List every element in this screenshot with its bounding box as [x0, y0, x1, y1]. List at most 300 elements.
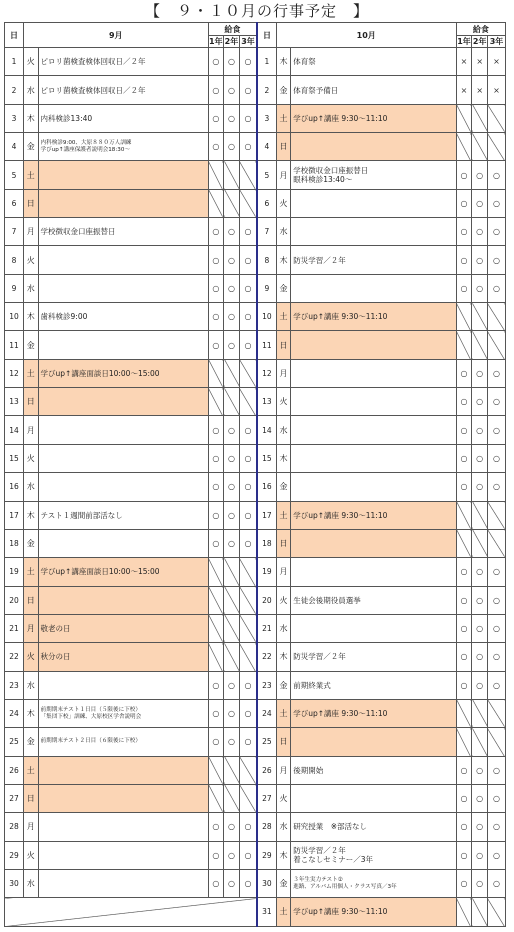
oct-day-number: 3: [257, 104, 276, 132]
oct-meal-mark: ○: [472, 444, 488, 472]
sep-event: [38, 133, 208, 161]
oct-event-line: 学校徴収金口座振替日: [293, 166, 369, 176]
oct-meal-none: [487, 104, 505, 132]
sep-weekday: 日: [24, 586, 39, 614]
sep-event-line: 前期期末テスト１日目（５限後に下校）: [40, 706, 141, 713]
oct-event-line: 進路、アルバム用個人・クラス写真／3年: [293, 883, 397, 890]
oct-meal-mark: ○: [487, 161, 505, 189]
sep-lunch-header: 給食: [208, 23, 257, 36]
sep-meal-mark: ○: [239, 48, 257, 76]
calendar-row: [5, 303, 506, 331]
oct-event-line: 学びup↑講座 9:30～11:10: [293, 510, 388, 520]
oct-meal-mark: ○: [487, 274, 505, 302]
oct-event: [291, 104, 456, 132]
sep-event: [38, 643, 208, 671]
sep-meal-mark: ○: [224, 218, 240, 246]
oct-meal-mark: ○: [472, 756, 488, 784]
oct-meal-mark: ○: [456, 274, 472, 302]
sep-meal-mark: ○: [208, 331, 224, 359]
sep-weekday: 水: [24, 274, 39, 302]
calendar-row: [5, 133, 506, 161]
oct-meal-mark: ○: [472, 813, 488, 841]
oct-weekday: 日: [276, 728, 291, 756]
oct-meal-mark: ○: [456, 359, 472, 387]
oct-weekday: 木: [276, 643, 291, 671]
oct-event-line: 前期終業式: [293, 680, 331, 690]
sep-weekday: 金: [24, 529, 39, 557]
sep-weekday: 土: [24, 558, 39, 586]
sep-day-number: 30: [5, 869, 24, 897]
sep-meal-mark: ○: [208, 501, 224, 529]
sep-meal-none: [224, 614, 240, 642]
sep-weekday: 月: [24, 218, 39, 246]
oct-day-number: 18: [257, 529, 276, 557]
oct-weekday: 金: [276, 671, 291, 699]
calendar-row: [5, 104, 506, 132]
oct-weekday: 木: [276, 246, 291, 274]
oct-meal-mark: ×: [456, 48, 472, 76]
calendar-row: [5, 643, 506, 671]
calendar-row: [5, 614, 506, 642]
sep-weekday: 火: [24, 444, 39, 472]
sep-meal-none: [224, 359, 240, 387]
oct-meal-none: [456, 303, 472, 331]
oct-meal-mark: ○: [487, 869, 505, 897]
oct-meal-mark: ○: [487, 586, 505, 614]
oct-meal-mark: ○: [456, 643, 472, 671]
oct-weekday: 土: [276, 303, 291, 331]
oct-day-number: 27: [257, 784, 276, 812]
sep-weekday: 日: [24, 189, 39, 217]
sep-day-number: 15: [5, 444, 24, 472]
oct-event: [291, 614, 456, 642]
sep-event: [38, 388, 208, 416]
sep-meal-mark: ○: [224, 444, 240, 472]
oct-meal-mark: ○: [472, 246, 488, 274]
sep-event: [38, 274, 208, 302]
oct-event-line: 生徒会後期役員選挙: [293, 595, 361, 605]
sep-meal-none: [239, 161, 257, 189]
oct-event: [291, 699, 456, 727]
sep-event-line: 内科検診9:00、大原８８０万人訓練: [40, 139, 132, 146]
calendar-row: [5, 189, 506, 217]
sep-meal-mark: ○: [224, 48, 240, 76]
oct-event-line: ３年生実力テスト②: [293, 876, 343, 883]
calendar-row: [5, 76, 506, 104]
sep-meal-mark: ○: [239, 813, 257, 841]
sep-event: [38, 614, 208, 642]
sep-day-number: 16: [5, 473, 24, 501]
sep-event: [38, 699, 208, 727]
oct-meal-mark: ○: [456, 473, 472, 501]
oct-meal-mark: ○: [487, 558, 505, 586]
calendar-row: [5, 416, 506, 444]
oct-meal-mark: ○: [487, 189, 505, 217]
oct-meal-none: [456, 133, 472, 161]
oct-event: [291, 416, 456, 444]
calendar-row: [5, 699, 506, 727]
sep-meal-mark: ○: [224, 416, 240, 444]
sep-event: [38, 756, 208, 784]
oct-meal-mark: ○: [472, 869, 488, 897]
oct-event: [291, 444, 456, 472]
oct-meal-mark: ○: [456, 218, 472, 246]
oct-meal-none: [487, 133, 505, 161]
oct-meal-mark: ○: [472, 643, 488, 671]
sep-event-line: ピロリ菌検査検体回収日／２年: [40, 85, 146, 95]
sep-meal-mark: ○: [239, 529, 257, 557]
sep-meal-none: [224, 643, 240, 671]
oct-event: [291, 728, 456, 756]
oct-grade-2: 2年: [472, 37, 487, 46]
oct-day-number: 10: [257, 303, 276, 331]
sep-weekday: 土: [24, 359, 39, 387]
oct-day-number: 19: [257, 558, 276, 586]
oct-meal-mark: ○: [456, 756, 472, 784]
oct-event: [291, 643, 456, 671]
sep-event-line: 学びup↑講座面談日10:00～15:00: [40, 368, 160, 378]
sep-meal-mark: ○: [208, 274, 224, 302]
oct-event: [291, 246, 456, 274]
oct-meal-mark: ○: [456, 869, 472, 897]
sep-meal-none: [239, 388, 257, 416]
sep-day-number: 9: [5, 274, 24, 302]
oct-weekday: 土: [276, 501, 291, 529]
oct-event: [291, 359, 456, 387]
oct-meal-mark: ○: [456, 416, 472, 444]
calendar-row: [5, 756, 506, 784]
oct-day-number: 12: [257, 359, 276, 387]
sep-meal-mark: ○: [239, 104, 257, 132]
oct-event-line: 学びup↑講座 9:30～11:10: [293, 907, 388, 917]
oct-event-line: 防災学習／２年: [293, 846, 346, 856]
sep-day-number: 17: [5, 501, 24, 529]
oct-meal-none: [487, 303, 505, 331]
sep-event: [38, 841, 208, 869]
sep-meal-none: [208, 643, 224, 671]
oct-meal-none: [472, 331, 488, 359]
oct-event-line: 学びup↑講座 9:30～11:10: [293, 113, 388, 123]
oct-day-number: 20: [257, 586, 276, 614]
sep-meal-none: [208, 784, 224, 812]
sep-weekday: 金: [24, 331, 39, 359]
sep-meal-mark: ○: [239, 869, 257, 897]
oct-event-line: 後期開始: [293, 765, 324, 775]
sep-meal-mark: ○: [239, 444, 257, 472]
sep-meal-mark: ○: [208, 473, 224, 501]
oct-day-number: 29: [257, 841, 276, 869]
oct-day-number: 22: [257, 643, 276, 671]
sep-day-number: 21: [5, 614, 24, 642]
oct-meal-none: [472, 699, 488, 727]
sep-meal-mark: ○: [224, 104, 240, 132]
sep-meal-none: [208, 161, 224, 189]
oct-weekday: 火: [276, 784, 291, 812]
oct-meal-none: [456, 699, 472, 727]
calendar-row: [5, 388, 506, 416]
oct-event-line: 眼科検診13:40～: [293, 175, 353, 185]
sep-meal-none: [239, 586, 257, 614]
sep-event: [38, 671, 208, 699]
sep-day-number: 29: [5, 841, 24, 869]
oct-meal-mark: ○: [456, 586, 472, 614]
calendar-row: [5, 246, 506, 274]
oct-day-number: 21: [257, 614, 276, 642]
oct-meal-mark: ○: [487, 643, 505, 671]
calendar-row: [5, 444, 506, 472]
oct-weekday: 月: [276, 359, 291, 387]
oct-weekday: 火: [276, 388, 291, 416]
sep-meal-none: [239, 614, 257, 642]
sep-weekday: 月: [24, 416, 39, 444]
sep-meal-mark: ○: [208, 869, 224, 897]
sep-meal-mark: ○: [224, 331, 240, 359]
sep-day-number: 3: [5, 104, 24, 132]
sep-weekday: 月: [24, 614, 39, 642]
sep-event: [38, 813, 208, 841]
sep-meal-none: [224, 388, 240, 416]
oct-meal-mark: ○: [472, 473, 488, 501]
oct-meal-mark: ○: [472, 841, 488, 869]
oct-event-line: 学びup↑講座 9:30～11:10: [293, 709, 388, 719]
oct-meal-none: [472, 501, 488, 529]
sep-meal-none: [239, 558, 257, 586]
sep-meal-mark: ○: [239, 841, 257, 869]
oct-meal-none: [456, 501, 472, 529]
oct-meal-none: [487, 501, 505, 529]
sep-weekday: 木: [24, 303, 39, 331]
calendar-row: [5, 898, 506, 926]
oct-meal-mark: ○: [472, 388, 488, 416]
sep-event-line: ピロリ菌検査検体回収日／２年: [40, 57, 146, 67]
oct-event: [291, 671, 456, 699]
sep-meal-mark: ○: [208, 813, 224, 841]
sep-event: [38, 246, 208, 274]
sep-meal-mark: ○: [224, 699, 240, 727]
sep-event: [38, 331, 208, 359]
sep-weekday: 日: [24, 784, 39, 812]
oct-meal-mark: ×: [472, 76, 488, 104]
sep-weekday: 木: [24, 501, 39, 529]
calendar-row: [5, 841, 506, 869]
oct-day-number: 9: [257, 274, 276, 302]
oct-meal-none: [472, 898, 488, 926]
sep-weekday: 火: [24, 841, 39, 869]
oct-day-number: 31: [257, 898, 276, 926]
oct-weekday: 水: [276, 218, 291, 246]
sep-meal-none: [239, 643, 257, 671]
oct-meal-mark: ○: [487, 813, 505, 841]
sep-meal-mark: ○: [224, 841, 240, 869]
sep-meal-mark: ○: [239, 218, 257, 246]
oct-event: [291, 529, 456, 557]
oct-day-number: 15: [257, 444, 276, 472]
oct-event: [291, 813, 456, 841]
calendar-row: [5, 161, 506, 189]
sep-event: [38, 218, 208, 246]
sep-day-number: 8: [5, 246, 24, 274]
sep-event: [38, 359, 208, 387]
sep-day-number: 10: [5, 303, 24, 331]
sep-day-number: 18: [5, 529, 24, 557]
calendar-row: [5, 671, 506, 699]
oct-meal-mark: ○: [472, 671, 488, 699]
sep-grade-3: 3年: [239, 36, 257, 48]
sep-meal-none: [239, 784, 257, 812]
oct-meal-mark: ○: [472, 161, 488, 189]
oct-weekday: 月: [276, 756, 291, 784]
sep-meal-mark: ○: [239, 416, 257, 444]
oct-meal-mark: ○: [456, 813, 472, 841]
oct-meal-mark: ○: [456, 444, 472, 472]
sep-day-number: 24: [5, 699, 24, 727]
oct-meal-mark: ○: [472, 784, 488, 812]
oct-event: [291, 501, 456, 529]
oct-event: [291, 189, 456, 217]
sep-event-line: 内科検診13:40: [40, 113, 93, 123]
sep-meal-mark: ○: [239, 473, 257, 501]
sep-meal-mark: ○: [224, 869, 240, 897]
oct-day-number: 28: [257, 813, 276, 841]
sep-meal-mark: ○: [239, 133, 257, 161]
oct-meal-mark: ○: [456, 388, 472, 416]
sep-event: [38, 529, 208, 557]
oct-weekday: 木: [276, 841, 291, 869]
sep-meal-mark: ○: [224, 76, 240, 104]
sep-meal-mark: ○: [224, 813, 240, 841]
sep-meal-mark: ○: [208, 76, 224, 104]
oct-event-line: 研究授業 ※部活なし: [293, 822, 368, 832]
sep-day-number: 2: [5, 76, 24, 104]
oct-grade-1: 1年: [457, 37, 471, 46]
sep-event-line: 学びup↑講座保護者説明会18:30～: [40, 146, 130, 153]
oct-day-header: 日: [257, 23, 276, 48]
sep-event-line: 「集団下校」訓練、大原校区学舎説明会: [40, 713, 142, 720]
oct-day-number: 2: [257, 76, 276, 104]
oct-event: [291, 869, 456, 897]
sep-meal-none: [224, 756, 240, 784]
sep-meal-mark: ○: [239, 76, 257, 104]
oct-meal-mark: ×: [456, 76, 472, 104]
oct-meal-none: [456, 898, 472, 926]
sep-day-number: 7: [5, 218, 24, 246]
sep-meal-mark: ○: [208, 48, 224, 76]
oct-event: [291, 586, 456, 614]
oct-meal-mark: ○: [472, 416, 488, 444]
calendar-row: [5, 274, 506, 302]
oct-event: [291, 303, 456, 331]
oct-event-line: 学びup↑講座 9:30～11:10: [293, 312, 388, 322]
sep-meal-none: [208, 586, 224, 614]
oct-weekday: 木: [276, 444, 291, 472]
oct-meal-mark: ○: [456, 161, 472, 189]
oct-day-number: 23: [257, 671, 276, 699]
event-calendar-table: [4, 22, 506, 927]
oct-weekday: 水: [276, 416, 291, 444]
oct-day-number: 25: [257, 728, 276, 756]
sep-weekday: 月: [24, 813, 39, 841]
oct-event: [291, 331, 456, 359]
sep-day-number: 4: [5, 133, 24, 161]
oct-day-number: 26: [257, 756, 276, 784]
sep-meal-mark: ○: [239, 246, 257, 274]
sep-weekday: 木: [24, 104, 39, 132]
oct-meal-none: [487, 529, 505, 557]
oct-weekday: 木: [276, 48, 291, 76]
oct-meal-mark: ○: [456, 614, 472, 642]
sep-event-line: 敬老の日: [40, 624, 71, 634]
oct-meal-mark: ○: [487, 246, 505, 274]
sep-meal-mark: ○: [208, 671, 224, 699]
oct-meal-none: [472, 104, 488, 132]
sep-meal-mark: ○: [224, 671, 240, 699]
sep-event-line: 学校徴収金口座振替日: [40, 227, 116, 237]
oct-meal-mark: ○: [456, 189, 472, 217]
sep-meal-none: [224, 784, 240, 812]
oct-meal-mark: ○: [456, 841, 472, 869]
oct-day-number: 30: [257, 869, 276, 897]
sep-weekday: 火: [24, 643, 39, 671]
oct-meal-mark: ○: [487, 841, 505, 869]
oct-day-number: 24: [257, 699, 276, 727]
oct-lunch-header: 給食: [456, 23, 505, 36]
sep-meal-none: [208, 614, 224, 642]
sep-meal-mark: ○: [208, 133, 224, 161]
oct-weekday: 水: [276, 614, 291, 642]
oct-weekday: 月: [276, 558, 291, 586]
sep-grade-2: 2年: [224, 37, 239, 46]
oct-weekday: 日: [276, 133, 291, 161]
sep-event-line: 学びup↑講座面談日10:00～15:00: [40, 567, 160, 577]
sep-meal-mark: ○: [208, 218, 224, 246]
oct-day-number: 17: [257, 501, 276, 529]
sep-meal-none: [208, 756, 224, 784]
oct-meal-mark: ○: [487, 671, 505, 699]
oct-meal-none: [456, 529, 472, 557]
oct-meal-none: [472, 303, 488, 331]
oct-day-number: 6: [257, 189, 276, 217]
sep-meal-mark: ○: [224, 529, 240, 557]
sep-day-number: 27: [5, 784, 24, 812]
page-title: 【 ９・１０月の行事予定 】: [144, 2, 369, 20]
oct-day-number: 5: [257, 161, 276, 189]
sep-meal-mark: ○: [239, 671, 257, 699]
oct-meal-none: [487, 728, 505, 756]
sep-day-number: 28: [5, 813, 24, 841]
oct-event: [291, 841, 456, 869]
sep-meal-mark: ○: [224, 246, 240, 274]
oct-meal-mark: ○: [487, 359, 505, 387]
oct-meal-mark: ×: [472, 48, 488, 76]
sep-weekday: 木: [24, 699, 39, 727]
oct-meal-mark: ○: [487, 756, 505, 784]
sep-meal-none: [208, 359, 224, 387]
oct-event: [291, 756, 456, 784]
sep-weekday: 火: [24, 48, 39, 76]
oct-weekday: 土: [276, 898, 291, 926]
sep-event-line: 秋分の日: [40, 652, 71, 662]
calendar-row: [5, 218, 506, 246]
oct-meal-mark: ○: [487, 388, 505, 416]
oct-event-line: 体育祭: [293, 57, 316, 67]
oct-meal-mark: ○: [487, 614, 505, 642]
oct-weekday: 水: [276, 813, 291, 841]
sep-event: [38, 104, 208, 132]
sep-meal-none: [239, 756, 257, 784]
oct-weekday: 土: [276, 104, 291, 132]
sep-day-number: 11: [5, 331, 24, 359]
oct-meal-none: [456, 104, 472, 132]
